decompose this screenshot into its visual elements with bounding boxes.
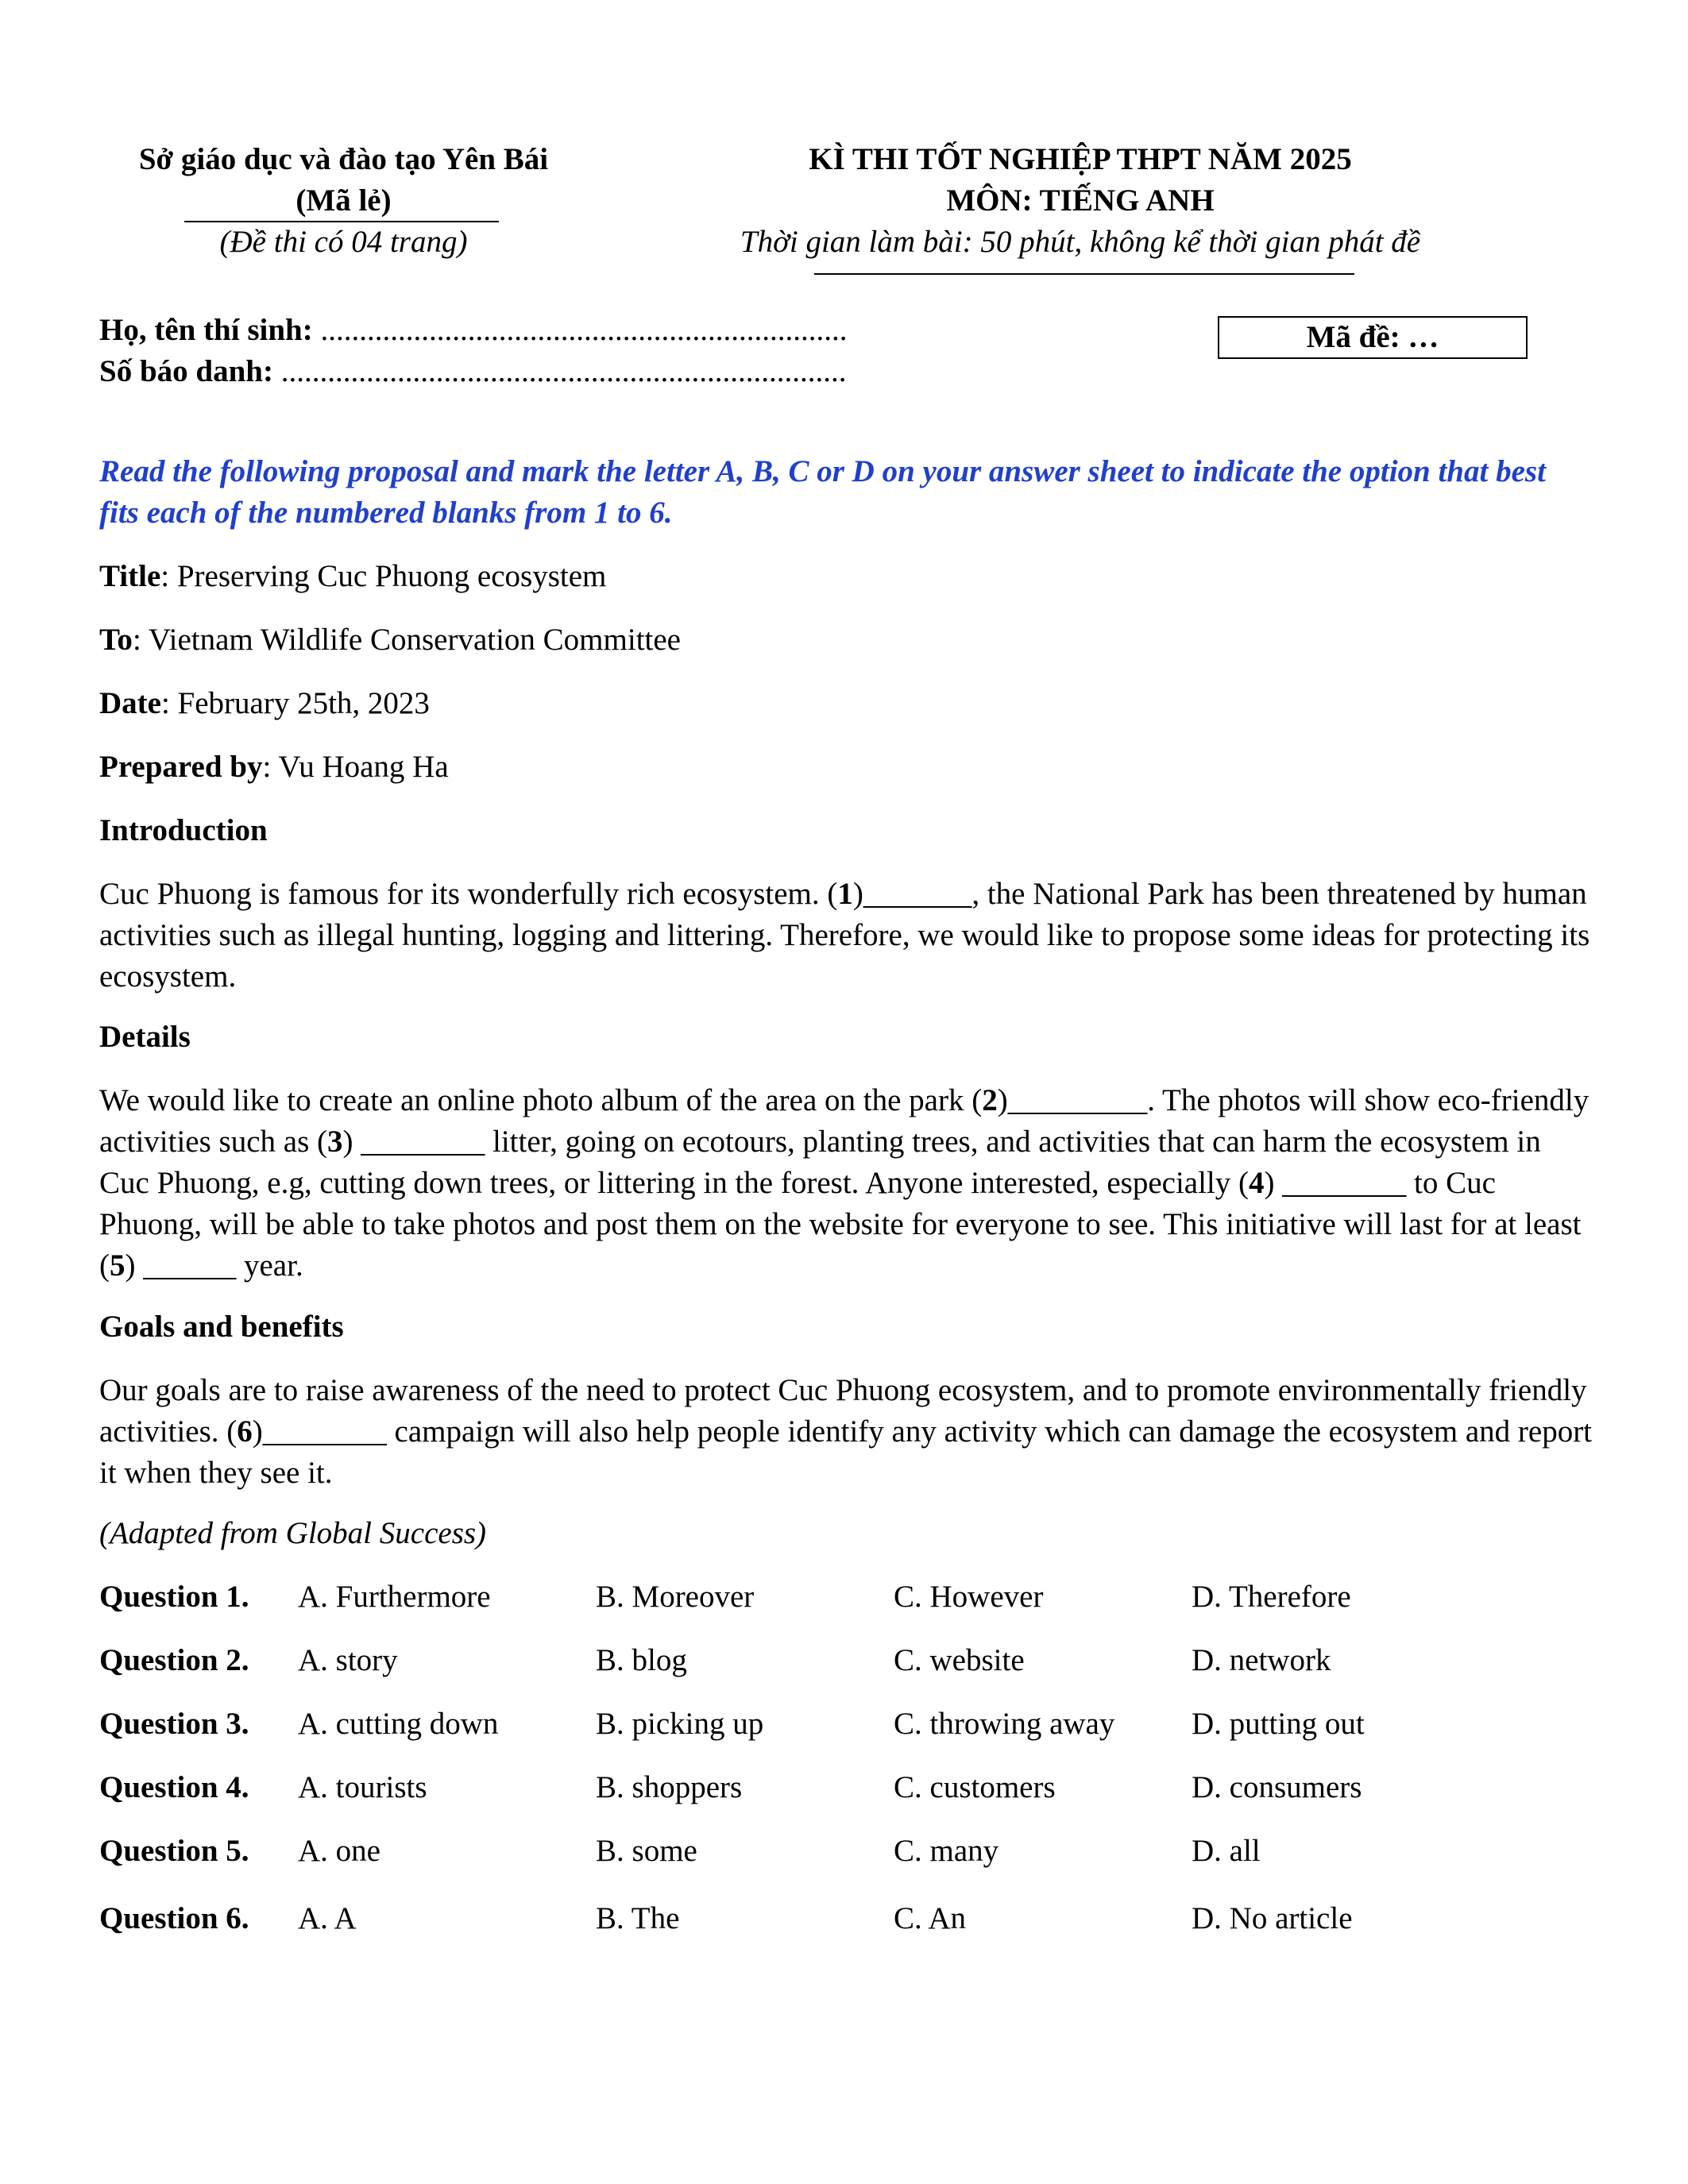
blank-number-3: 3 bbox=[327, 1125, 343, 1159]
option-b: B. some bbox=[596, 1834, 697, 1868]
option-c: C. throwing away bbox=[894, 1707, 1115, 1741]
option-c: C. customers bbox=[894, 1770, 1056, 1804]
candidate-name-line bbox=[99, 310, 847, 351]
time-note: Thời gian làm bài: 50 phút, không kể thời gian phát đề bbox=[740, 225, 1421, 259]
candidate-name-field: .................................................................... bbox=[312, 313, 848, 347]
blank-number-5: 5 bbox=[110, 1248, 126, 1283]
details-text-1: We would like to create an online photo album of the area on the park ( bbox=[99, 1083, 983, 1117]
date-value: : February 25th, 2023 bbox=[160, 686, 430, 720]
to-label: To bbox=[99, 623, 133, 657]
title-value: : Preserving Cuc Phuong ecosystem bbox=[160, 559, 607, 593]
option-a: A. cutting down bbox=[298, 1707, 499, 1741]
to-value: : Vietnam Wildlife Conservation Committee bbox=[132, 623, 681, 657]
intro-text-2: )_______, the National Park has been threatened by human activities such as illegal hunting, logging and littering. Therefore, we would like to propose some ideas for protecting its ecosystem. bbox=[99, 877, 1590, 994]
candidate-id-line bbox=[99, 351, 847, 392]
exam-title: KÌ THI TỐT NGHIỆP THPT NĂM 2025 bbox=[809, 142, 1352, 176]
subject-title: MÔN: TIẾNG ANH bbox=[946, 183, 1215, 218]
question-row bbox=[99, 1704, 1593, 1745]
option-b: B. The bbox=[596, 1901, 680, 1935]
question-row bbox=[99, 1831, 1593, 1872]
question-label: Question 4. bbox=[99, 1770, 249, 1804]
details-text-5: ) ______ year. bbox=[125, 1248, 303, 1283]
goals-text-1: Our goals are to raise awareness of the need to protect Cuc Phuong ecosystem, and to promote environmentally friendly activities. ( bbox=[99, 1373, 1587, 1449]
header-left bbox=[87, 139, 600, 263]
option-d: D. putting out bbox=[1192, 1707, 1365, 1741]
blank-number-6: 6 bbox=[237, 1414, 253, 1449]
details-paragraph bbox=[99, 1080, 1593, 1287]
blank-number-4: 4 bbox=[1249, 1166, 1265, 1200]
question-label: Question 6. bbox=[99, 1901, 249, 1935]
to-line bbox=[99, 619, 1593, 661]
option-d: D. consumers bbox=[1192, 1770, 1362, 1804]
source-note: (Adapted from Global Success) bbox=[99, 1516, 487, 1550]
option-d: D. Therefore bbox=[1192, 1580, 1351, 1614]
details-text-2: )_________. The photos will show eco-friendly activities such as ( bbox=[99, 1083, 1590, 1159]
question-label: Question 5. bbox=[99, 1834, 249, 1868]
instruction-text: Read the following proposal and mark the letter A, B, C or D on your answer sheet to indicate the option that best fits each of the numbered blanks from 1 to 6. bbox=[99, 454, 1546, 530]
candidate-name-label: Họ, tên thí sinh: bbox=[99, 313, 313, 347]
option-a: A. A bbox=[298, 1901, 357, 1935]
blank-number-1: 1 bbox=[837, 877, 853, 911]
question-row bbox=[99, 1640, 1593, 1681]
introduction-paragraph bbox=[99, 874, 1593, 997]
option-d: D. network bbox=[1192, 1643, 1331, 1677]
date-label: Date bbox=[99, 686, 161, 720]
option-a: A. one bbox=[298, 1834, 380, 1868]
intro-text-1: Cuc Phuong is famous for its wonderfully rich ecosystem. ( bbox=[99, 877, 838, 911]
details-heading: Details bbox=[99, 1020, 191, 1054]
option-c: C. However bbox=[894, 1580, 1044, 1614]
option-d: D. No article bbox=[1192, 1901, 1353, 1935]
option-a: A. story bbox=[298, 1643, 398, 1677]
question-row bbox=[99, 1898, 1593, 1939]
question-row bbox=[99, 1767, 1593, 1808]
option-b: B. blog bbox=[596, 1643, 687, 1677]
details-text-4: ) ________ to Cuc Phuong, will be able to take photos and post them on the website for everyone to see. This initiative will last for at least ( bbox=[99, 1166, 1582, 1283]
code-type: (Mã lẻ) bbox=[295, 183, 392, 218]
title-line bbox=[99, 556, 1593, 597]
blank-number-2: 2 bbox=[982, 1083, 998, 1117]
goals-paragraph bbox=[99, 1370, 1593, 1494]
question-label: Question 3. bbox=[99, 1707, 249, 1741]
candidate-id-label: Số báo danh: bbox=[99, 354, 273, 388]
details-text-3: ) ________ litter, going on ecotours, planting trees, and activities that can harm the ecosystem in Cuc Phuong, e.g, cutting down trees, or littering in the forest. Anyone interested, especially ( bbox=[99, 1125, 1541, 1200]
prepared-value: : Vu Hoang Ha bbox=[262, 750, 449, 784]
exam-code-box: Mã đề: … bbox=[1218, 316, 1528, 359]
option-b: B. picking up bbox=[596, 1707, 764, 1741]
question-row bbox=[99, 1576, 1593, 1618]
header-right-underline bbox=[814, 273, 1354, 275]
candidate-info bbox=[99, 310, 847, 392]
option-a: A. Furthermore bbox=[298, 1580, 491, 1614]
option-c: C. many bbox=[894, 1834, 999, 1868]
header-right bbox=[683, 139, 1477, 263]
prepared-label: Prepared by bbox=[99, 750, 263, 784]
introduction-heading: Introduction bbox=[99, 813, 268, 847]
option-b: B. Moreover bbox=[596, 1580, 755, 1614]
option-c: C. An bbox=[894, 1901, 967, 1935]
department-name: Sở giáo dục và đào tạo Yên Bái bbox=[138, 142, 549, 176]
candidate-id-field: ......................................................................... bbox=[272, 354, 847, 388]
title-label: Title bbox=[99, 559, 161, 593]
goals-heading: Goals and benefits bbox=[99, 1310, 344, 1344]
option-d: D. all bbox=[1192, 1834, 1261, 1868]
option-c: C. website bbox=[894, 1643, 1025, 1677]
question-label: Question 1. bbox=[99, 1580, 249, 1614]
option-a: A. tourists bbox=[298, 1770, 427, 1804]
goals-text-2: )________ campaign will also help people identify any activity which can damage the ecosystem and report it when they see it. bbox=[99, 1414, 1593, 1490]
prepared-line bbox=[99, 747, 1593, 788]
header-left-underline bbox=[184, 221, 499, 222]
page-count-note: (Đề thi có 04 trang) bbox=[219, 225, 468, 259]
question-label: Question 2. bbox=[99, 1643, 249, 1677]
date-line bbox=[99, 683, 1593, 724]
option-b: B. shoppers bbox=[596, 1770, 743, 1804]
